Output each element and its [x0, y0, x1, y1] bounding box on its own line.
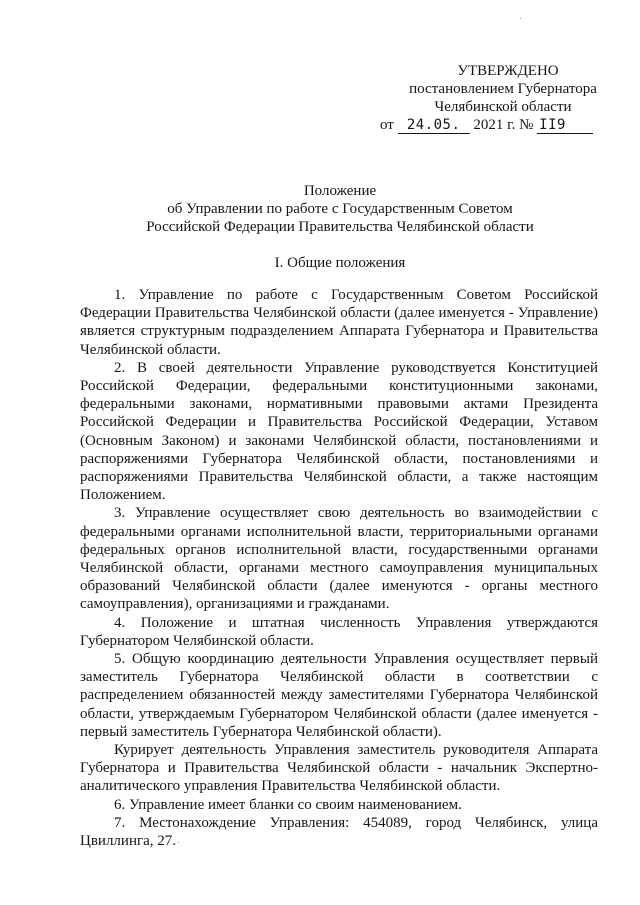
approval-heading: УТВЕРЖДЕНО [457, 63, 559, 79]
paragraph-3: 3. Управление осуществляет свою деятельность во взаимодействии с федеральными органами исполнительной власти, территориальными органами федеральных органов исполнительной власти, государственными органами Челябинской области, органами местного самоуправления муниципальных образований Челябинской области (далее именуются - органы местного самоуправления), организациями и гражданами. [80, 505, 598, 613]
title-line-1: Положение [303, 183, 377, 199]
date-prefix: от [380, 117, 394, 133]
scan-speck [178, 842, 179, 843]
paragraph-4: 4. Положение и штатная численность Управления утверждаются Губернатором Челябинской области. [80, 614, 598, 649]
paragraph-6: 6. Управление имеет бланки со своим наименованием. [114, 796, 462, 813]
document-title [100, 182, 580, 236]
paragraph-7: 7. Местонахождение Управления: 454089, город Челябинск, улица Цвиллинга, 27. [80, 814, 598, 850]
section-heading: I. Общие положения [274, 255, 406, 271]
approval-year: 2021 г. [473, 117, 516, 133]
handwritten-number: II9 [537, 118, 593, 134]
title-line-2: об Управлении по работе с Государственным Советом [167, 201, 513, 217]
title-line-3: Российской Федерации Правительства Челябинской области [146, 219, 534, 235]
approval-block [368, 62, 608, 134]
approval-date-line [368, 116, 608, 134]
handwritten-date: 24.05. [398, 118, 470, 134]
paragraph-5: 5. Общую координацию деятельности Управления осуществляет первый заместитель Губернатора Челябинской области в соответствии с распределением обязанностей между заместителями Губернатора Челябинской области, утверждаемым Губернатором Челябинской области (далее именуется - первый заместитель Губернатора Челябинской области). [80, 651, 598, 740]
scan-speck [520, 18, 521, 19]
number-sign: № [519, 117, 534, 133]
paragraph-1: 1. Управление по работе с Государственным Советом Российской Федерации Правительства Челябинской области (далее именуется - Управление) является структурным подразделением Аппарата Губернатора и Правительства Челябинской области. [80, 287, 598, 358]
paragraph-5-supervision: Курирует деятельность Управления заместитель руководителя Аппарата Губернатора и Правительства Челябинской области - начальник Экспертно-аналитического управления Правительства Челябинской области. [80, 742, 598, 795]
approval-line-2: Челябинской области [434, 99, 572, 115]
paragraph-2: 2. В своей деятельности Управление руководствуется Конституцией Российской Федерации, федеральными конституционными законами, федеральными законами, нормативными правовыми актами Президента Российской Федерации и Правительства Российской Федерации, Уставом (Основным Законом) и законами Челябинской области, постановлениями и распоряжениями Губернатора Челябинской области, постановлениями и распоряжениями Правительства Челябинской области, а также настоящим Положением. [80, 359, 598, 504]
document-body [80, 286, 598, 850]
approval-line-1: постановлением Губернатора [409, 81, 597, 97]
